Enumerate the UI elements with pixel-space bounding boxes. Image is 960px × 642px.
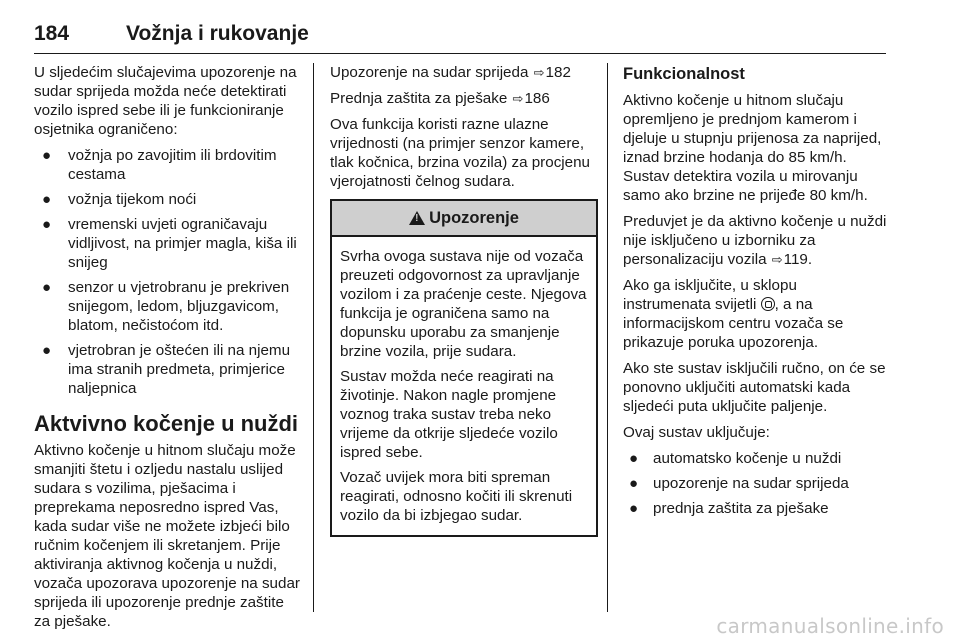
page-ref-arrow-icon: ⇨ xyxy=(771,252,783,267)
page-number: 184 xyxy=(34,22,70,45)
bullet-icon: ● xyxy=(629,500,639,517)
section-paragraph: Aktivno kočenje u hitnom slučaju može smanjiti štetu i ozljedu nastalu uslijed sudara s vozilima, pješacima i preprekama neposredno ispred Vas, kada sudar više ne možete izbjeći bilo ručnim kočenjem ili skretanjem. Prije aktiviranja aktivnog kočenja u nuždi, vozača upozorava upozorenje na sudar sprijeda ili upozorenje prednje zaštite za pješake. xyxy=(34,442,300,630)
page-ref-link[interactable]: 119 xyxy=(783,251,808,268)
cross-reference: Upozorenje na sudar sprijeda ⇨182 xyxy=(330,64,571,81)
subsection-heading: Funkcionalnost xyxy=(623,65,745,83)
header-rule xyxy=(34,53,886,54)
paragraph: Aktivno kočenje u hitnom slučaju opremljeno je prednjom kamerom i djeluje u stupnju prijenosa za naprijed, iznad brzine hodanja do 85 km/h. Sustav detektira vozila u mirovanju samo ako brzine ne prijeđe 80 km/h. xyxy=(623,92,882,204)
bullet-icon: ● xyxy=(629,450,639,467)
bullet-icon: ● xyxy=(42,279,52,296)
conditions-list xyxy=(34,146,302,398)
list-item: ● vremenski uvjeti ograničavaju vidljivost, na primjer magla, kiša ili snijeg xyxy=(42,216,297,271)
column-divider xyxy=(313,63,314,612)
warning-paragraph: Svrha ovoga sustava nije od vozača preuzeti odgovornost za upravljanje vozilom i za praćenje ceste. Njegova funkcija je ograničena samo na dopunsku uporabu za smanjenje brzine vozila, prije sudara. xyxy=(340,248,587,360)
warning-paragraph: Sustav možda neće reagirati na životinje. Nakon nagle promjene voznog traka sustav treba neko vrijeme da otkrije sljedeće vozilo ispred sebe. xyxy=(340,368,558,461)
paragraph: Preduvjet je da aktivno kočenje u nuždi nije isključeno u izborniku za personalizaciju vozila ⇨119. xyxy=(623,213,887,268)
warning-triangle-icon xyxy=(409,211,425,225)
warning-paragraph: Vozač uvijek mora biti spreman reagirati, odnosno kočiti ili skrenuti vozilo da bi izbjegao sudar. xyxy=(340,469,573,524)
function-paragraph: Ova funkcija koristi razne ulazne vrijednosti (na primjer senzor kamere, tlak kočnica, brzina vozila) za procjenu vjerojatnosti čelnog sudara. xyxy=(330,116,590,190)
warning-title: Upozorenje xyxy=(429,208,519,227)
list-item: ● prednja zaštita za pješake xyxy=(629,500,829,517)
list-item: ● senzor u vjetrobranu je prekriven snijegom, ledom, bljuzgavicom, blatom, nečistoćom itd. xyxy=(42,279,290,334)
features-list xyxy=(623,449,888,518)
warning-header xyxy=(332,201,596,237)
page-ref-link[interactable]: 186 xyxy=(524,90,550,107)
column-right xyxy=(623,63,888,524)
column-left xyxy=(34,63,302,638)
column-middle xyxy=(330,63,598,537)
bullet-icon: ● xyxy=(42,191,52,208)
warning-body xyxy=(332,237,596,535)
cross-reference: Prednja zaštita za pješake ⇨186 xyxy=(330,90,550,107)
bullet-icon: ● xyxy=(42,216,52,233)
list-item: ● vožnja po zavojitim ili brdovitim cestama xyxy=(42,147,277,183)
chapter-title: Vožnja i rukovanje xyxy=(126,22,309,45)
bullet-icon: ● xyxy=(42,342,52,359)
page-header xyxy=(34,22,926,52)
paragraph: Ako ste sustav isključili ručno, on će se ponovno uključiti automatski kada sljedeći puta uključite paljenje. xyxy=(623,360,886,415)
paragraph: Ako ga isključite, u sklopu instrumenata svijetli , a na informacijskom centru vozača se prikazuje poruka upozorenja. xyxy=(623,277,844,351)
page-ref-arrow-icon: ⇨ xyxy=(533,65,545,80)
page-ref-link[interactable]: 182 xyxy=(545,64,571,81)
page-ref-arrow-icon: ⇨ xyxy=(512,91,524,106)
intro-paragraph: U sljedećim slučajevima upozorenje na sudar sprijeda možda neće detektirati vozilo ispred sebe ili je funkcioniranje osjetnika ograničeno: xyxy=(34,64,297,138)
watermark: carmanualsonline.info xyxy=(716,614,944,638)
list-item: ● vožnja tijekom noći xyxy=(42,191,197,208)
bullet-icon: ● xyxy=(42,147,52,164)
paragraph: Ovaj sustav uključuje: xyxy=(623,424,770,441)
warning-box xyxy=(330,199,598,537)
emergency-brake-indicator-icon xyxy=(761,297,775,311)
list-item: ● vjetrobran je oštećen ili na njemu ima stranih predmeta, primjerice naljepnica xyxy=(42,342,291,397)
section-heading: Aktvivno kočenje u nuždi xyxy=(34,411,299,436)
list-item: ● upozorenje na sudar sprijeda xyxy=(629,475,849,492)
list-item: ● automatsko kočenje u nuždi xyxy=(629,450,842,467)
bullet-icon: ● xyxy=(629,475,639,492)
column-divider xyxy=(607,63,608,612)
